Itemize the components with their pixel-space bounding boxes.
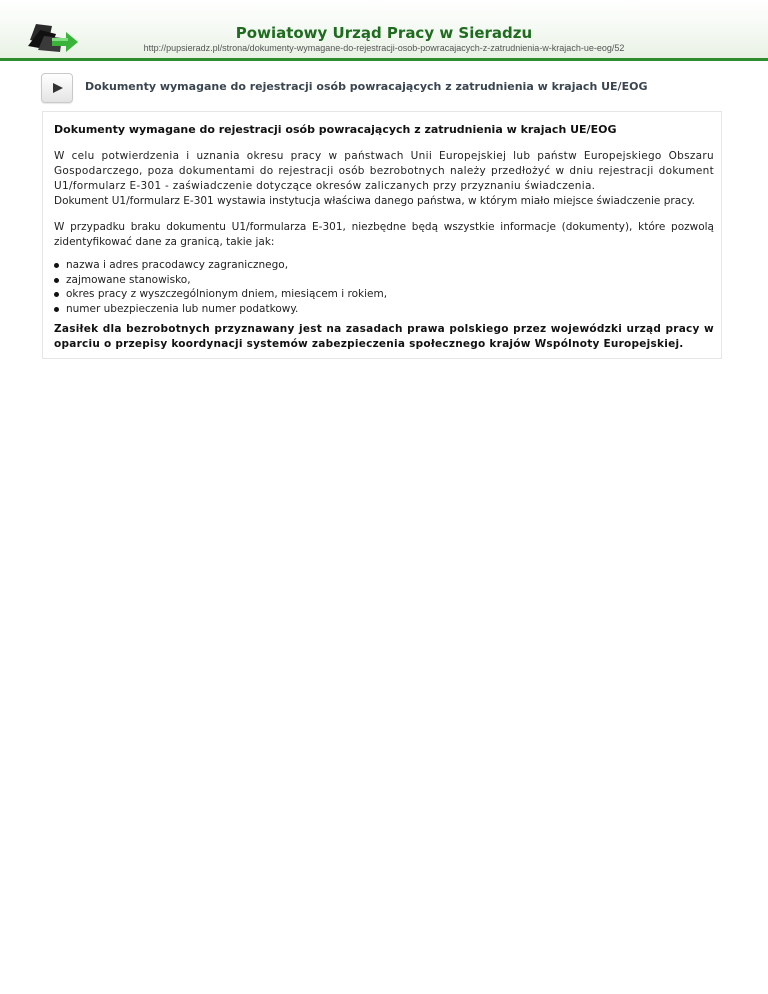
- paragraph-2: W przypadku braku dokumentu U1/formularza E-301, niezbędne będą wszystkie informacje (dokumenty), które pozwolą zidentyfikować dane za granicą, takie jak:: [54, 221, 714, 248]
- site-header: [0, 0, 768, 61]
- paragraph-1-text: W celu potwierdzenia i uznania okresu pracy w państwach Unii Europejskiej lub państw Europejskiego Obszaru Gospodarczego, poza dokumentami do rejestracji osób bezrobotnych należy przedłożyć w dniu rejestracji dokument U1/formularz E-301 - zaświadczenie dotyczące okresów zaliczanych przy przyznaniu świadczenia.: [54, 150, 714, 192]
- bullet-icon: [54, 292, 59, 297]
- bullet-icon: [54, 278, 59, 283]
- paragraph-1b-text: Dokument U1/formularz E-301 wystawia instytucja właściwa danego państwa, w którym miało miejsce świadczenie pracy.: [54, 195, 695, 207]
- requirements-list: [54, 258, 704, 316]
- paragraph-1: [54, 149, 714, 209]
- benefit-note: Zasiłek dla bezrobotnych przyznawany jest na zasadach prawa polskiego przez wojewódzki urząd pracy w oparciu o przepisy koordynacji systemów zabezpieczenia społecznego krajów Wspólnoty Europejskiej.: [54, 323, 714, 350]
- bullet-icon: [54, 263, 59, 268]
- bullet-icon: [54, 307, 59, 312]
- list-item: numer ubezpieczenia lub numer podatkowy.: [54, 302, 704, 317]
- content-box: [42, 111, 722, 359]
- page-heading: Dokumenty wymagane do rejestracji osób powracających z zatrudnienia w krajach UE/EOG: [85, 80, 648, 93]
- nav-arrow-button[interactable]: [41, 73, 73, 103]
- site-title[interactable]: Powiatowy Urząd Pracy w Sieradzu: [235, 24, 533, 42]
- content-title: Dokumenty wymagane do rejestracji osób powracających z zatrudnienia w krajach UE/EOG: [54, 123, 617, 136]
- play-arrow-icon: [52, 82, 64, 94]
- page-url: http://pupsieradz.pl/strona/dokumenty-wymagane-do-rejestracji-osob-powracajacych-z-zatrudnienia-w-krajach-ue-eog/52: [143, 43, 625, 53]
- list-item: zajmowane stanowisko,: [54, 273, 704, 288]
- list-item: nazwa i adres pracodawcy zagranicznego,: [54, 258, 704, 273]
- list-item: okres pracy z wyszczególnionym dniem, miesiącem i rokiem,: [54, 287, 704, 302]
